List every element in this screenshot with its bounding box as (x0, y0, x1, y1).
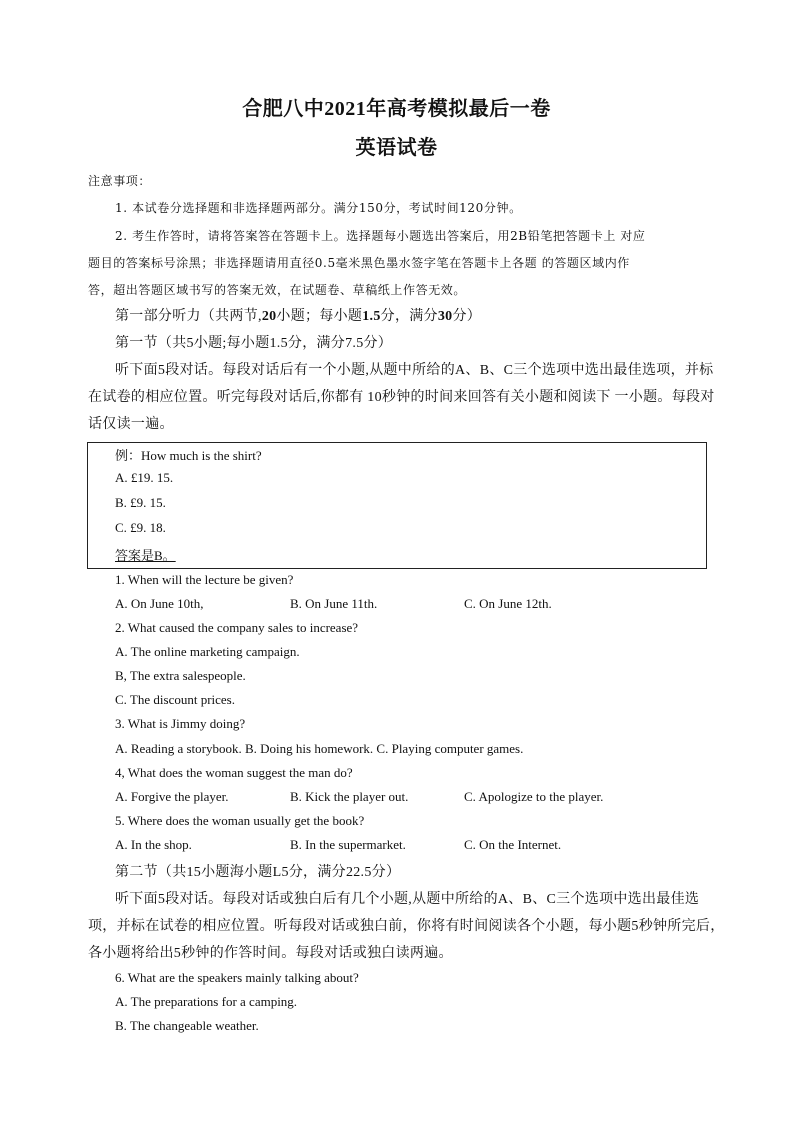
exam-title: 合肥八中2021年高考模拟最后一卷 (242, 98, 551, 120)
section1-instructions-line-2: 在试卷的相应位置。听完每段对话后,你都有 10秒钟的时间来回答有关小题和阅读下 一小题。每段对 (88, 390, 715, 405)
question-3: 3. What is Jimmy doing? (115, 716, 246, 731)
question-3-options: A. Reading a storybook. B. Doing his homework. C. Playing computer games. (115, 741, 524, 756)
note-item-1: 1. 本试卷分选择题和非选择题两部分。满分150分，考试时间120分钟。 (115, 201, 522, 215)
question-5: 5. Where does the woman usually get the book? (115, 813, 365, 828)
question-1-option-c: C. On June 12th. (464, 596, 552, 611)
section2-instructions-line-1: 听下面5段对话。每段对话或独白后有几个小题,从题中所给的A、B、C三个选项中选出最佳选 (115, 892, 700, 907)
exam-subtitle: 英语试卷 (355, 137, 438, 159)
question-5-option-c: C. On the Internet. (464, 837, 562, 852)
question-1-option-a: A. On June 10th, (115, 596, 204, 611)
question-2-option-a: A. The online marketing campaign. (115, 644, 300, 659)
example-option-a: A. £19. 15. (115, 470, 174, 485)
question-4-option-b: B. Kick the player out. (290, 789, 409, 804)
example-option-b: B. £9. 15. (115, 495, 166, 510)
example-question: 例：How much is the shirt? (115, 448, 262, 463)
section2-instructions-line-2: 项，并标在试卷的相应位置。听每段对话或独白前，你将有时间阅读各个小题，每小题5秒钟所完后， (88, 919, 725, 934)
note-item-2-line-2: 题目的答案标号涂黑；非选择题请用直径0.5毫米黑色墨水签字笔在答题卡上各题 的答题区域内作 (88, 256, 630, 270)
question-6: 6. What are the speakers mainly talking about? (115, 970, 359, 985)
question-2-option-c: C. The discount prices. (115, 692, 235, 707)
example-answer: 答案是B。 (115, 548, 176, 563)
note-item-2-line-1: 2. 考生作答时，请将答案答在答题卡上。选择题每小题选出答案后，用2B铅笔把答题卡上 对应 (115, 229, 646, 243)
section1-instructions-line-3: 话仅读一遍。 (88, 417, 174, 432)
question-4-option-c: C. Apologize to the player. (464, 789, 604, 804)
question-1: 1. When will the lecture be given? (115, 572, 294, 587)
question-6-option-b: B. The changeable weather. (115, 1018, 259, 1033)
notes-heading: 注意事项： (88, 174, 152, 188)
section2-heading: 第二节（共15小题海小题L5分，满分22.5分） (115, 865, 401, 880)
example-option-c: C. £9. 18. (115, 520, 166, 535)
question-5-option-b: B. In the supermarket. (290, 837, 406, 852)
section1-instructions-line-1: 听下面5段对话。每段对话后有一个小题,从题中所给的A、B、C三个选项中选出最佳选项，并标 (115, 363, 714, 378)
question-4: 4, What does the woman suggest the man do? (115, 765, 353, 780)
question-5-option-a: A. In the shop. (115, 837, 192, 852)
question-4-option-a: A. Forgive the player. (115, 789, 229, 804)
section2-instructions-line-3: 各小题将给出5秒钟的作答时间。每段对话或独白读两遍。 (88, 946, 453, 961)
question-2-option-b: B, The extra salespeople. (115, 668, 246, 683)
question-1-option-b: B. On June 11th. (290, 596, 378, 611)
section1-heading: 第一节（共5小题;每小题1.5分，满分7.5分） (115, 336, 393, 351)
part1-heading: 第一部分听力（共两节,20小题；每小题1.5分，满分30分） (115, 309, 482, 324)
question-6-option-a: A. The preparations for a camping. (115, 994, 298, 1009)
note-item-2-line-3: 答，超出答题区域书写的答案无效，在试题卷、草稿纸上作答无效。 (88, 283, 467, 297)
question-2: 2. What caused the company sales to increase? (115, 620, 359, 635)
